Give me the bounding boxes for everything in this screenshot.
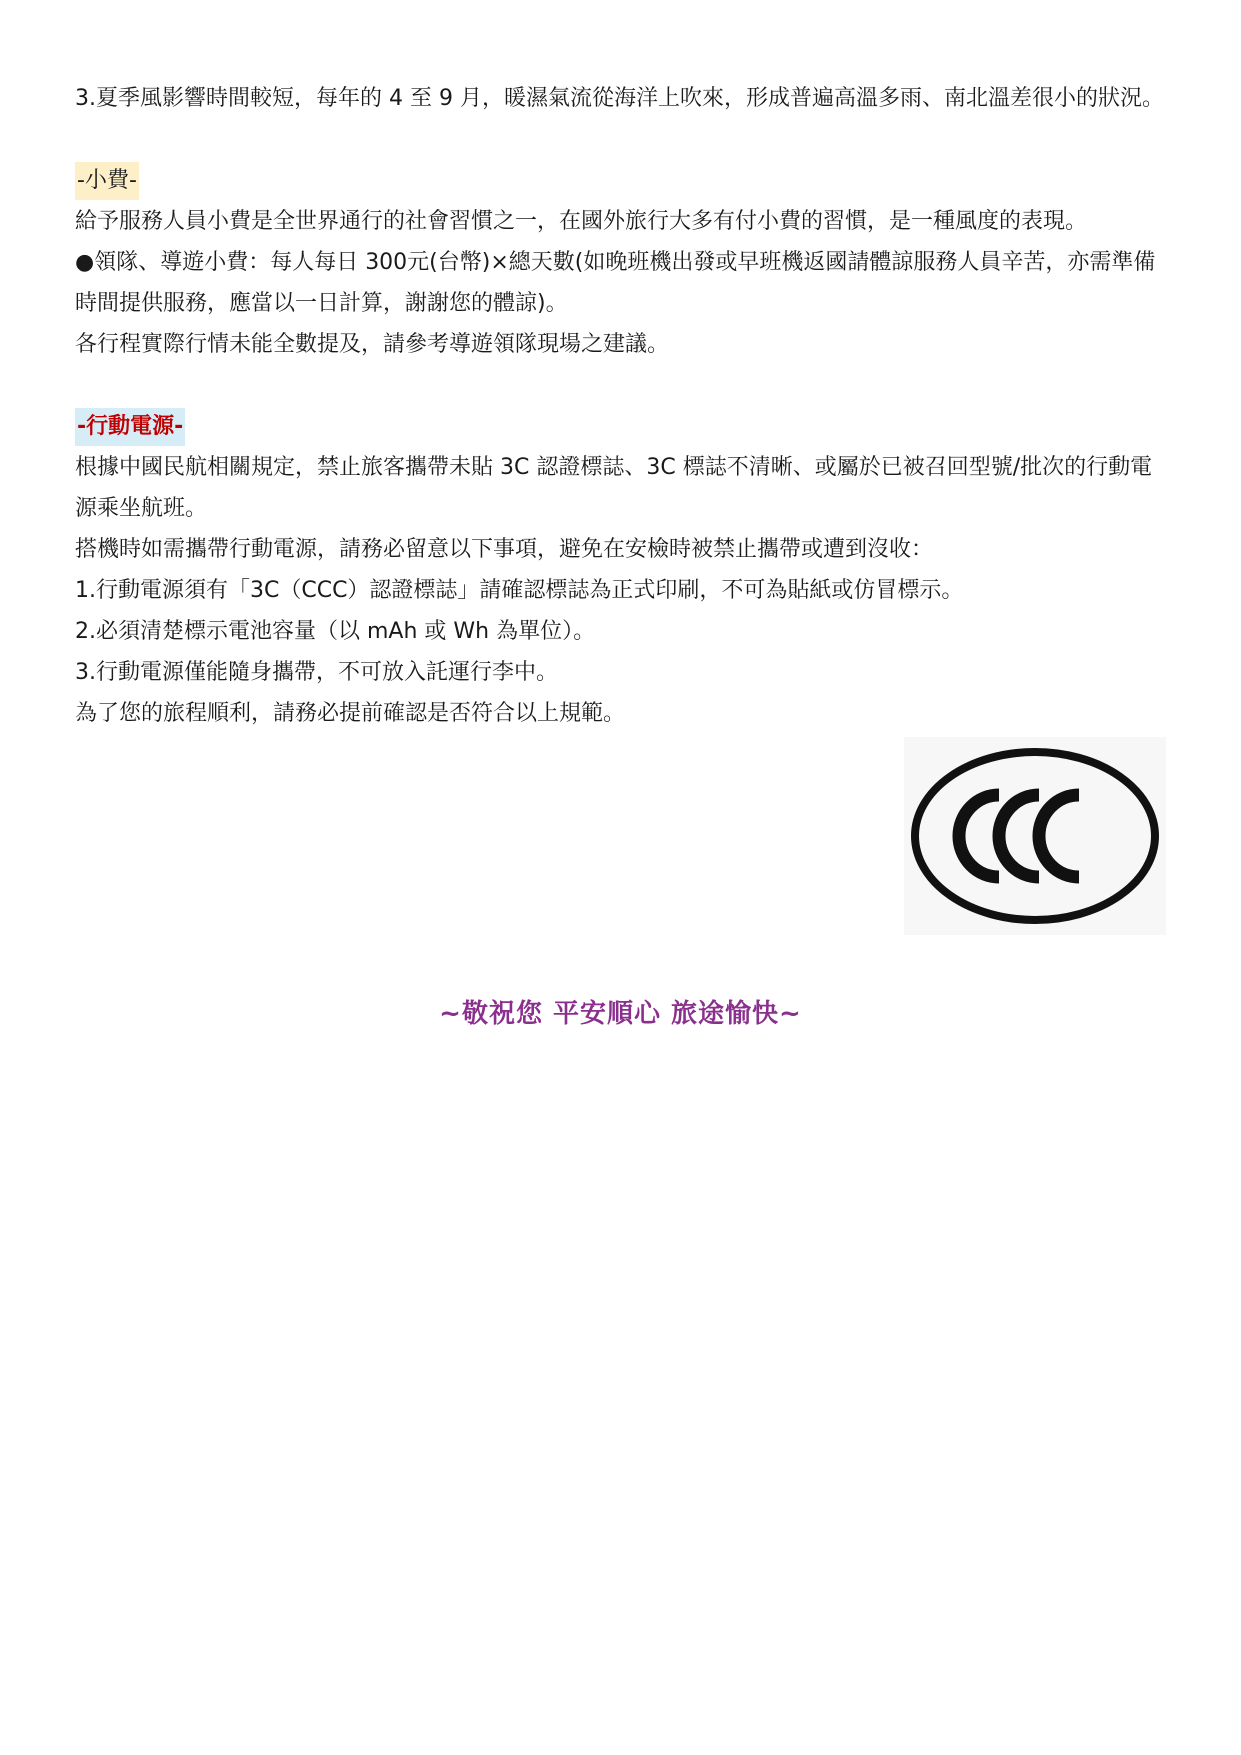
tips-heading: -小費- [75,162,139,200]
power-bank-closing-note: 為了您的旅程順利，請務必提前確認是否符合以上規範。 [75,701,626,726]
spacer [75,365,1170,406]
document-body [75,78,1170,734]
ccc-certification-mark-icon [904,737,1166,935]
power-bank-heading: -行動電源- [75,408,185,446]
power-bank-intro-paragraph: 搭機時如需攜帶行動電源，請務必留意以下事項，避免在安檢時被禁止攜帶或遭到沒收： [75,537,934,562]
guide-fee-paragraph: ●領隊、導遊小費：每人每日 300元(台幣)×總天數(如晚班機出發或早班機返國請體諒服務人員辛苦，亦需準備時間提供服務，應當以一日計算，謝謝您的體諒)。 [75,250,1156,316]
tips-note-paragraph: 各行程實際行情未能全數提及，請參考導遊領隊現場之建議。 [75,332,670,357]
power-bank-rule-2: 2.必須清楚標示電池容量（以 mAh 或 Wh 為單位）。 [75,619,596,644]
spacer [75,119,1170,160]
power-bank-rule-3: 3.行動電源僅能隨身攜帶，不可放入託運行李中。 [75,660,558,685]
power-bank-rule-1: 1.行動電源須有「3C（CCC）認證標誌」請確認標誌為正式印刷，不可為貼紙或仿冒標示。 [75,578,964,603]
tips-intro-paragraph: 給予服務人員小費是全世界通行的社會習慣之一，在國外旅行大多有付小費的習慣，是一種風度的表現。 [75,209,1088,234]
power-bank-regulation-paragraph: 根據中國民航相關規定，禁止旅客攜帶未貼 3C 認證標誌、3C 標誌不清晰、或屬於已被召回型號/批次的行動電源乘坐航班。 [75,455,1153,521]
farewell-message: ~敬祝您 平安順心 旅途愉快~ [439,999,802,1029]
summer-season-paragraph: 3.夏季風影響時間較短，每年的 4 至 9 月，暖濕氣流從海洋上吹來，形成普遍高溫多雨、南北溫差很小的狀況。 [75,86,1164,111]
